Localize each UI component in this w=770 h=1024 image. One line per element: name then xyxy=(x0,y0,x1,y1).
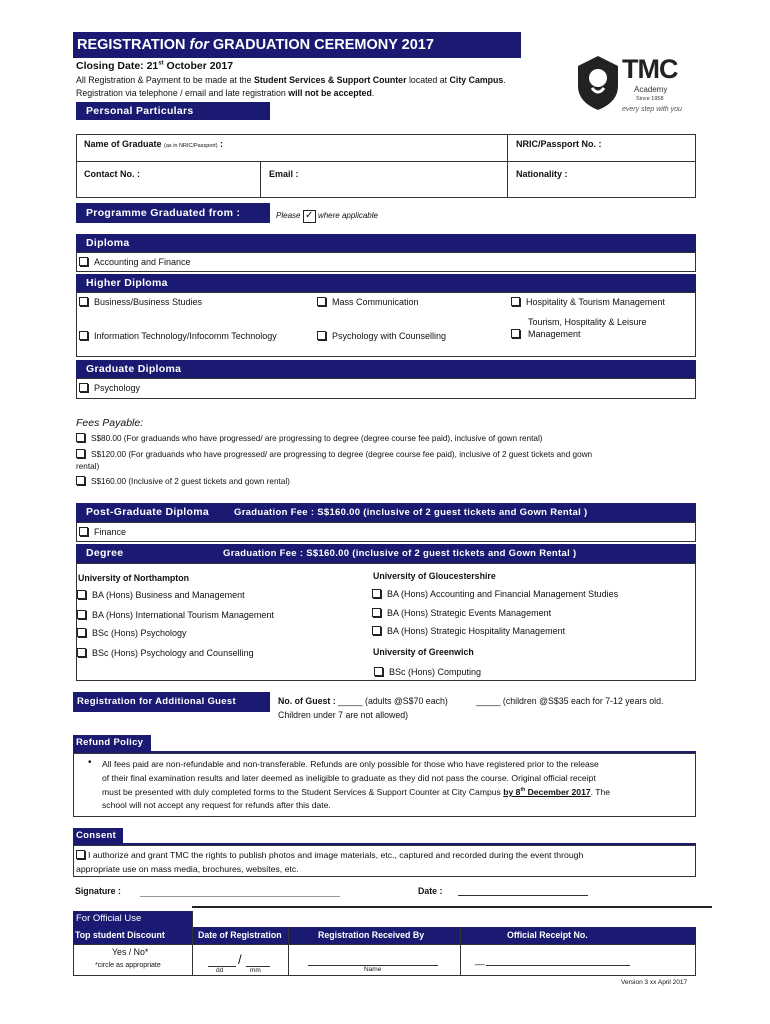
refund-l3d: . The xyxy=(590,787,611,797)
guest-adults: _____ (adults @S$70 each) xyxy=(338,696,448,706)
option-label: BA (Hons) Strategic Hospitality Management xyxy=(387,626,566,636)
refund-line-1: All fees paid are non-refundable and non-transferable. Refunds are only possible for those who have registered prior to the release xyxy=(102,759,599,769)
fee-option-160[interactable] xyxy=(76,476,290,486)
checkbox-icon[interactable] xyxy=(317,297,326,306)
hd-option-hospitality[interactable] xyxy=(511,297,665,307)
degree-title: Degree xyxy=(86,547,124,559)
postgrad-fee: Graduation Fee : S$160.00 (inclusive of 2 guest tickets and Gown Rental ) xyxy=(234,507,588,518)
checkbox-icon[interactable] xyxy=(77,648,86,657)
refund-line-2: of their final examination results and later deemed as ineligible to graduate as they did not pass the course. Original official receipt xyxy=(102,773,596,783)
option-label: Mass Communication xyxy=(332,297,419,307)
option-label: BSc (Hons) Computing xyxy=(389,667,482,677)
option-label: BA (Hons) International Tourism Management xyxy=(92,610,274,620)
postgrad-title: Post-Graduate Diploma xyxy=(86,506,209,518)
signature-label: Signature : xyxy=(75,886,121,896)
closing-label: Closing Date: 21 xyxy=(76,60,159,72)
postgrad-heading xyxy=(76,503,696,522)
glou-option-1[interactable] xyxy=(372,589,618,599)
guest-count-row[interactable] xyxy=(278,696,448,706)
consent-checkbox-row[interactable] xyxy=(76,850,583,860)
email-label: Email : xyxy=(269,169,299,179)
option-label: BSc (Hons) Psychology and Counselling xyxy=(92,648,254,658)
checkbox-icon[interactable] xyxy=(372,589,381,598)
postgrad-box xyxy=(76,522,696,542)
programme-instruction xyxy=(276,210,378,223)
circle-note: *circle as appropriate xyxy=(95,962,161,969)
note1-e: . xyxy=(503,75,506,85)
guest-under7: Children under 7 are not allowed) xyxy=(278,710,409,720)
checkbox-icon[interactable] xyxy=(372,626,381,635)
logo-since: Since 1958 xyxy=(636,96,664,102)
fee-label: S$80.00 (For graduands who have progressed/ are progressing to degree (degree course fee paid), inclusive of gown rental) xyxy=(91,434,543,443)
closing-sup: st xyxy=(158,60,164,67)
checkbox-icon[interactable] xyxy=(79,331,88,340)
north-option-4[interactable] xyxy=(77,648,254,658)
checkbox-icon[interactable] xyxy=(511,297,520,306)
graduate-diploma-heading: Graduate Diploma xyxy=(76,360,696,378)
option-label-line1: Tourism, Hospitality & Leisure xyxy=(528,317,647,327)
option-label: Psychology with Counselling xyxy=(332,331,447,341)
mm-label: mm xyxy=(250,967,261,974)
checkbox-icon[interactable] xyxy=(79,257,88,266)
col-receipt-no: Official Receipt No. xyxy=(507,930,588,940)
hd-option-masscomm[interactable] xyxy=(317,297,419,307)
diploma-option-accounting[interactable] xyxy=(79,257,191,267)
option-label: BA (Hons) Accounting and Financial Management Studies xyxy=(387,589,619,599)
refund-bullet: • xyxy=(88,757,92,768)
email-field[interactable] xyxy=(269,169,299,179)
note1-c: located at xyxy=(406,75,450,85)
guest-heading: Registration for Additional Guest xyxy=(73,692,270,712)
nationality-label: Nationality : xyxy=(516,169,568,179)
gd-option-psychology[interactable] xyxy=(79,383,140,393)
hd-option-tourism[interactable] xyxy=(511,317,647,339)
north-option-2[interactable] xyxy=(77,610,274,620)
option-label: BA (Hons) Strategic Events Management xyxy=(387,608,552,618)
higher-diploma-heading: Higher Diploma xyxy=(76,274,696,292)
option-label: BSc (Hons) Psychology xyxy=(92,628,187,638)
fee-option-80[interactable] xyxy=(76,433,543,443)
checkbox-icon[interactable] xyxy=(77,628,86,637)
graduate-name-colon: : xyxy=(217,139,224,149)
signature-line[interactable] xyxy=(140,896,340,897)
note1-d: City Campus xyxy=(449,75,504,85)
version-footer: Version 3 xx April 2017 xyxy=(621,979,688,986)
option-label: Psychology xyxy=(94,383,141,393)
checkbox-icon[interactable] xyxy=(76,433,85,442)
refund-line-3 xyxy=(102,787,610,797)
refund-deadline xyxy=(503,787,590,797)
refund-line-4: school will not accept any request for refunds after this date. xyxy=(102,800,331,810)
greenwich-heading: University of Greenwich xyxy=(373,647,474,657)
degree-fee: Graduation Fee : S$160.00 (inclusive of 2 guest tickets and Gown Rental ) xyxy=(223,548,577,559)
col-top-student: Top student Discount xyxy=(75,930,165,940)
note2-b: will not be accepted xyxy=(288,88,372,98)
checkbox-icon[interactable] xyxy=(76,850,85,859)
logo-tagline: every step with you xyxy=(622,106,682,113)
north-option-1[interactable] xyxy=(77,590,245,600)
checkbox-icon[interactable] xyxy=(79,383,88,392)
fee-label: S$120.00 (For graduands who have progressed/ are progressing to degree (degree course fee paid), inclusive of 2 guest tickets and gown xyxy=(91,450,593,459)
consent-line-2: appropriate use on mass media, brochures, websites, etc. xyxy=(76,864,299,874)
contact-field[interactable] xyxy=(84,169,140,179)
option-label-line2: Management xyxy=(528,329,581,339)
option-label: Hospitality & Tourism Management xyxy=(526,297,665,307)
checkbox-icon[interactable] xyxy=(79,297,88,306)
fee-option-120-cont: rental) xyxy=(76,462,100,471)
checkbox-icon[interactable] xyxy=(76,449,85,458)
checkbox-icon[interactable] xyxy=(79,527,88,536)
checkbox-icon[interactable] xyxy=(77,610,86,619)
date-label: Date : xyxy=(418,886,443,896)
glou-option-2[interactable] xyxy=(372,608,551,618)
northampton-heading: University of Northampton xyxy=(78,573,189,583)
closing-rest: October 2017 xyxy=(163,60,234,72)
note1-b: Student Services & Support Counter xyxy=(254,75,407,85)
option-label: Finance xyxy=(94,527,127,537)
option-label: Information Technology/Infocomm Technology xyxy=(94,331,277,341)
gloucestershire-heading: University of Gloucestershire xyxy=(373,571,496,581)
registration-note-2 xyxy=(76,88,374,98)
yes-no-option[interactable]: Yes / No* xyxy=(112,947,149,957)
checkbox-icon[interactable] xyxy=(372,608,381,617)
tmc-emblem-icon xyxy=(572,52,624,112)
logo-name: TMC xyxy=(622,54,678,84)
receipt-line[interactable] xyxy=(486,965,630,966)
graduate-name-label: Name of Graduate xyxy=(84,139,162,149)
checkmark-glyph: ✓ xyxy=(305,210,314,221)
receipt-blank: __ xyxy=(475,955,485,965)
checkbox-icon[interactable] xyxy=(317,331,326,340)
col-date-registration: Date of Registration xyxy=(198,930,282,940)
title-for: for xyxy=(189,37,209,53)
title-part1: REGISTRATION xyxy=(77,37,190,53)
pg-option-finance[interactable] xyxy=(79,527,126,537)
title-part2: GRADUATION CEREMONY 2017 xyxy=(208,37,434,53)
north-option-3[interactable] xyxy=(77,628,187,638)
diploma-heading: Diploma xyxy=(76,234,696,252)
programme-heading: Programme Graduated from : xyxy=(76,203,270,223)
nationality-field[interactable] xyxy=(516,169,568,179)
hd-option-business[interactable] xyxy=(79,297,202,307)
nric-field[interactable] xyxy=(516,139,602,149)
hd-option-it[interactable] xyxy=(79,331,277,341)
fee-option-120[interactable] xyxy=(76,449,592,459)
logo-sub: Academy xyxy=(634,85,668,94)
contact-label: Contact No. : xyxy=(84,169,140,179)
checkbox-icon[interactable] xyxy=(77,590,86,599)
col-received-by: Registration Received By xyxy=(318,930,425,940)
where-text: where applicable xyxy=(317,211,378,220)
option-label: Business/Business Studies xyxy=(94,297,203,307)
official-body xyxy=(73,944,696,976)
refund-l3c: December 2017 xyxy=(525,787,591,797)
please-text: Please xyxy=(276,211,301,220)
official-use-heading: For Official Use xyxy=(73,911,192,927)
refund-l3b: by 8 xyxy=(503,787,521,797)
option-label: Accounting and Finance xyxy=(94,257,191,267)
refund-l3sup: th xyxy=(520,787,526,794)
graduate-diploma-box xyxy=(76,378,696,399)
checkbox-icon[interactable] xyxy=(76,476,85,485)
registration-note-1 xyxy=(76,75,506,85)
nric-label: NRIC/Passport No. : xyxy=(516,139,602,149)
checkbox-icon[interactable] xyxy=(511,329,520,338)
degree-heading xyxy=(76,544,696,563)
note1-a: All Registration & Payment to be made at the xyxy=(76,75,254,85)
name-label: Name xyxy=(364,966,382,973)
refund-heading: Refund Policy xyxy=(73,735,151,751)
guest-no-label: No. of Guest : xyxy=(278,696,336,706)
personal-heading: Personal Particulars xyxy=(76,102,270,120)
form-title-banner xyxy=(73,32,521,58)
guest-children[interactable]: _____ (children @S$35 each for 7-12 years old. xyxy=(476,696,664,706)
hd-option-psychology[interactable] xyxy=(317,331,446,341)
closing-date xyxy=(76,60,233,72)
note2-a: Registration via telephone / email and late registration xyxy=(76,88,289,98)
checkmark-icon xyxy=(303,210,316,223)
fees-heading: Fees Payable: xyxy=(76,417,144,429)
consent-heading: Consent xyxy=(73,828,123,843)
fee-label: S$160.00 (Inclusive of 2 guest tickets and gown rental) xyxy=(91,477,290,486)
dd-label: dd xyxy=(216,967,224,974)
glou-option-3[interactable] xyxy=(372,626,565,636)
option-label: BA (Hons) Business and Management xyxy=(92,590,245,600)
green-option-1[interactable] xyxy=(374,667,481,677)
tmc-logo xyxy=(572,52,692,122)
date-slash: / xyxy=(238,952,242,967)
consent-line-1: I authorize and grant TMC the rights to publish photos and image materials, etc., captured and recorded during the event through xyxy=(88,850,584,860)
graduate-name-field[interactable] xyxy=(84,139,223,149)
refund-l3a: must be presented with duly completed forms to the Student Services & Support Counter at City Campus xyxy=(102,787,504,797)
date-line[interactable] xyxy=(458,895,588,896)
graduate-name-hint: (as in NRIC/Passport) xyxy=(164,143,218,149)
checkbox-icon[interactable] xyxy=(374,667,383,676)
note2-c: . xyxy=(371,88,375,98)
